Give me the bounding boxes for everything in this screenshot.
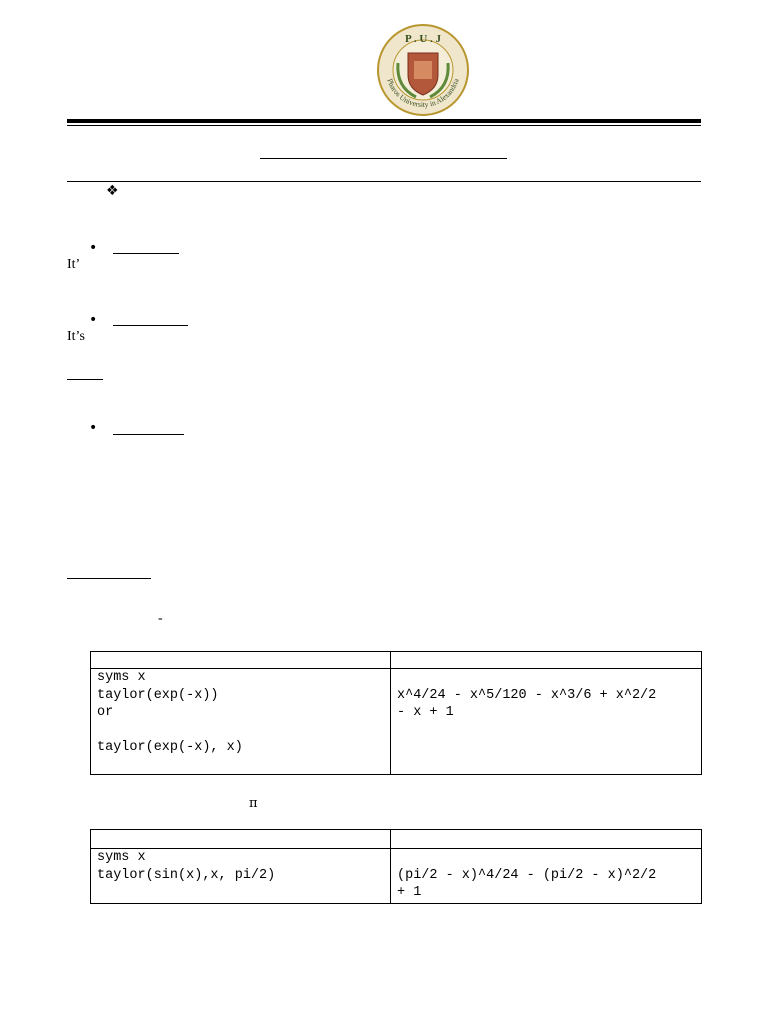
bullet-icon: • xyxy=(89,240,98,256)
code-line xyxy=(97,722,384,740)
result-line: (pi/2 - x)^4/24 - (pi/2 - x)^2/2 xyxy=(397,867,657,883)
result-line: x^4/24 - x^5/120 - x^3/6 + x^2/2 xyxy=(397,687,657,703)
example-underline xyxy=(67,578,151,579)
dash-mark: - xyxy=(158,611,163,626)
code-table-1 xyxy=(90,651,702,775)
code-line: or xyxy=(97,705,114,721)
body-text-line-2: It’s xyxy=(67,329,85,344)
diamond-bullet-icon: ❖ xyxy=(106,183,119,199)
heading-underline-2 xyxy=(113,325,188,326)
section-divider xyxy=(67,181,701,182)
bullet-icon: • xyxy=(89,420,98,436)
bullet-icon: • xyxy=(89,312,98,328)
header-thick-rule xyxy=(67,119,701,123)
table-header-row xyxy=(91,652,702,669)
logo-ring-text: Pharos University in Alexandria xyxy=(385,77,461,110)
result-line xyxy=(397,669,695,687)
title-underline xyxy=(260,158,507,159)
table-header-row xyxy=(91,830,702,849)
result-line xyxy=(397,849,695,867)
body-text-line-1: It’ xyxy=(67,257,81,272)
university-logo xyxy=(376,23,470,117)
table-row xyxy=(91,669,702,775)
code-line: taylor(exp(-x)) xyxy=(97,687,219,703)
table-row xyxy=(91,849,702,904)
code-line: syms x xyxy=(97,670,146,685)
code-line: syms x xyxy=(97,850,146,865)
result-line: - x + 1 xyxy=(397,705,454,721)
note-underline xyxy=(67,379,103,380)
heading-underline-1 xyxy=(113,253,179,254)
code-line: taylor(sin(x),x, pi/2) xyxy=(97,867,276,883)
heading-underline-3 xyxy=(113,434,184,435)
logo-top-text: P . U . J xyxy=(404,33,442,45)
result-line: + 1 xyxy=(397,885,422,901)
header-thin-rule xyxy=(67,125,701,126)
pi-symbol: π xyxy=(249,796,258,811)
code-table-2 xyxy=(90,829,702,904)
code-line: taylor(exp(-x), x) xyxy=(97,740,243,756)
